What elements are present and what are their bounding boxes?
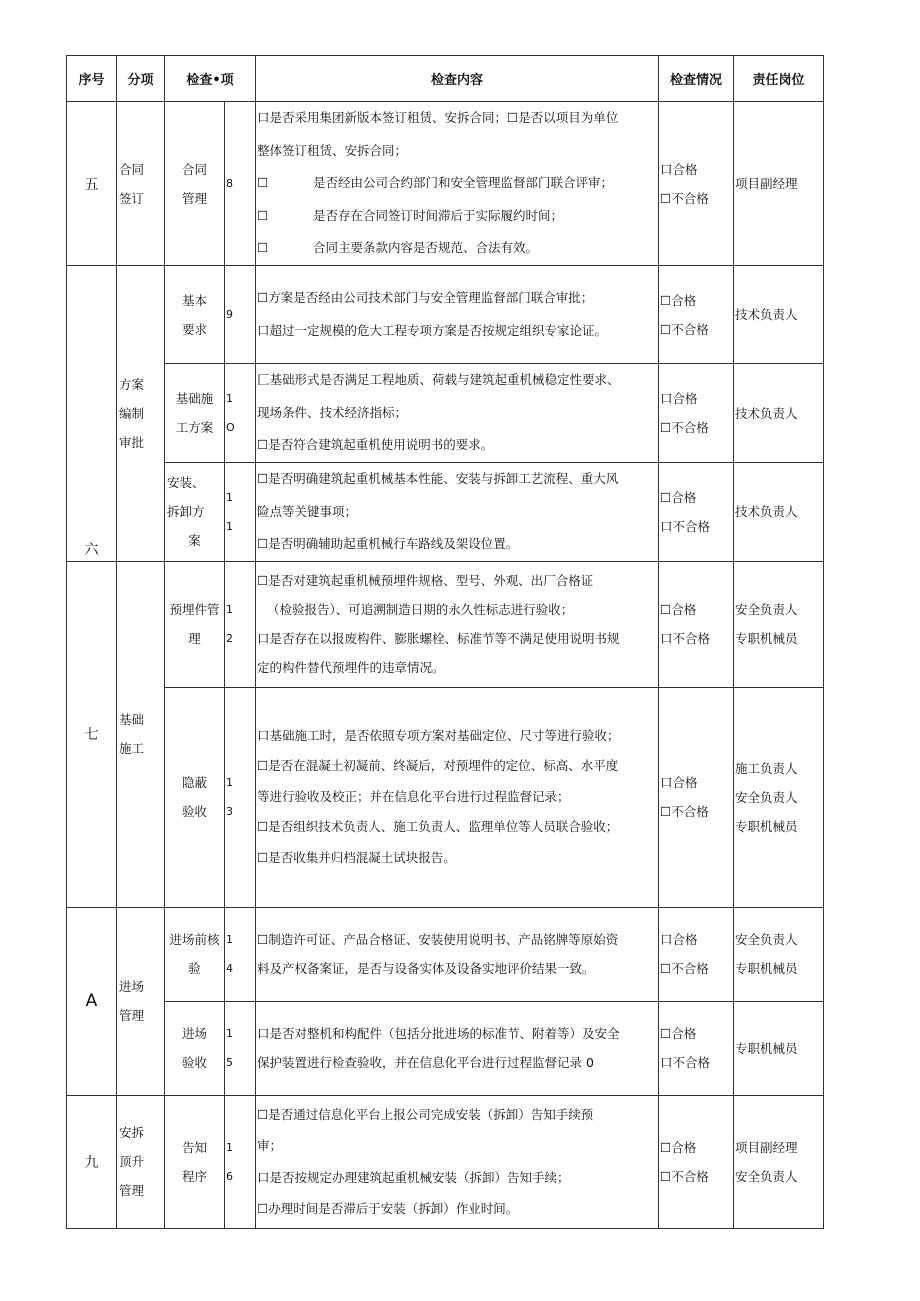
table-row — [67, 1001, 824, 1095]
row-subitem: 进场 验收 — [165, 1001, 225, 1095]
fail-checkbox: 口不合格 — [660, 631, 711, 646]
table-row — [67, 907, 824, 1001]
row-index: 九 — [67, 1095, 117, 1228]
row-subitem: 基础施 工方案 — [165, 364, 225, 463]
row-content: ☐是否对建筑起重机械预埋件规格、型号、外观、出厂合格证 （检验报告）、可追溯制造日期的永久性标志进行验收； 口是否存在以报废构件、膨胀螺栓、标准节等不满足使用说明书规 定的构件替代预埋件的违章情况。 — [256, 561, 659, 687]
row-number: 1 3 — [225, 687, 256, 907]
row-index: 七 — [67, 561, 117, 907]
row-content: ☐是否明确建筑起重机械基本性能、安装与拆卸工艺流程、重大风 险点等关键事项； ☐是否明确辅助起重机械行车路线及架设位置。 — [256, 463, 659, 562]
row-subitem: 告知 程序 — [165, 1095, 225, 1228]
row-index: 六 — [67, 266, 117, 562]
row-responsible: 技术负责人 — [734, 266, 824, 364]
row-number: 8 — [225, 102, 256, 266]
fail-checkbox: ☐不合格 — [660, 961, 709, 976]
row-subitem: 进场前核 验 — [165, 907, 225, 1001]
row-responsible: 安全负责人 专职机械员 — [734, 907, 824, 1001]
pass-checkbox: 口合格 — [660, 932, 698, 947]
row-responsible: 技术负责人 — [734, 463, 824, 562]
table-row — [67, 364, 824, 463]
header-check-item: 检查•项 — [165, 56, 256, 102]
row-status[interactable] — [659, 687, 734, 907]
row-status[interactable] — [659, 1001, 734, 1095]
pass-checkbox: ☐合格 — [660, 1139, 697, 1155]
inspection-table — [66, 55, 824, 1229]
header-content: 检查内容 — [256, 56, 659, 102]
row-status[interactable] — [659, 102, 734, 266]
row-content: 口是否对整机和构配件（包括分批进场的标准节、附着等）及安全 保护装置进行检查验收，并在信息化平台进行过程监督记录 0 — [256, 1001, 659, 1095]
row-number: 1 5 — [225, 1001, 256, 1095]
row-status[interactable] — [659, 561, 734, 687]
row-category: 合同 签订 — [117, 102, 165, 266]
row-subitem: 隐蔽 验收 — [165, 687, 225, 907]
table-header-row — [67, 56, 824, 102]
row-category: 安拆 顶升 管理 — [117, 1095, 165, 1228]
row-category: 基础 施工 — [117, 561, 165, 907]
row-status[interactable] — [659, 907, 734, 1001]
row-responsible: 施工负责人 安全负责人 专职机械员 — [734, 687, 824, 907]
checkbox-icon: ☐ — [257, 175, 269, 191]
pass-checkbox: ☐合格 — [660, 292, 697, 308]
row-content: ☐方案是否经由公司技术部门与安全管理监督部门联合审批； 口超过一定规模的危大工程专项方案是否按规定组织专家论证。 — [256, 266, 659, 364]
row-number: 1 2 — [225, 561, 256, 687]
row-category: 进场 管理 — [117, 907, 165, 1095]
row-subitem: 合同 管理 — [165, 102, 225, 266]
header-index: 序号 — [67, 56, 117, 102]
row-index: 五 — [67, 102, 117, 266]
row-subitem: 预埋件管 理 — [165, 561, 225, 687]
row-number: 1 4 — [225, 907, 256, 1001]
row-index: A — [67, 907, 117, 1095]
pass-checkbox: 口合格 — [660, 161, 698, 177]
row-responsible: 项目副经理 — [734, 102, 824, 266]
pass-checkbox: ☐合格 — [660, 1026, 697, 1041]
row-subitem: 基本 要求 — [165, 266, 225, 364]
table-row — [67, 463, 824, 562]
table-row — [67, 561, 824, 687]
row-content: ☐是否通过信息化平台上报公司完成安装（拆卸）告知手续预 审； 口是否按规定办理建筑起重机械安装（拆卸）告知手续； ☐办理时间是否滞后于安装（拆卸）作业时间。 — [256, 1095, 659, 1228]
fail-checkbox: 口不合格 — [660, 1055, 711, 1070]
row-status[interactable] — [659, 463, 734, 562]
row-status[interactable] — [659, 266, 734, 364]
fail-checkbox: 口不合格 — [660, 518, 711, 534]
row-content: 口基础施工时，是否依照专项方案对基础定位、尺寸等进行验收； ☐是否在混凝土初凝前、终凝后，对预埋件的定位、标高、水平度 等进行验收及校正；并在信息化平台进行过程监督记录； ☐是否组织技术负责人、施工负责人、监理单位等人员联合验收； ☐是否收集并归档混凝土试块报告。 — [256, 687, 659, 907]
checkbox-icon: ☐ — [257, 207, 269, 223]
pass-checkbox: ☐合格 — [660, 489, 697, 505]
fail-checkbox: ☐不合格 — [660, 190, 709, 206]
row-status[interactable] — [659, 1095, 734, 1228]
row-content: 匚基础形式是否满足工程地质、荷载与建筑起重机械稳定性要求、 现场条件、技术经济指标； ☐是否符合建筑起重机使用说明书的要求。 — [256, 364, 659, 463]
fail-checkbox: ☐不合格 — [660, 804, 709, 819]
row-responsible: 安全负责人 专职机械员 — [734, 561, 824, 687]
row-category: 方案 编制 审批 — [117, 266, 165, 562]
checkbox-icon: ☐ — [257, 240, 269, 256]
pass-checkbox: 口合格 — [660, 391, 698, 406]
pass-checkbox: 口合格 — [660, 775, 698, 790]
header-status: 检查情况 — [659, 56, 734, 102]
fail-checkbox: ☐不合格 — [660, 321, 709, 337]
row-number: 9 — [225, 266, 256, 364]
row-responsible: 专职机械员 — [734, 1001, 824, 1095]
table-row — [67, 687, 824, 907]
table-row — [67, 102, 824, 266]
row-responsible: 技术负责人 — [734, 364, 824, 463]
row-subitem: 安装、 拆卸方 案 — [165, 463, 225, 562]
fail-checkbox: ☐不合格 — [660, 1168, 709, 1184]
pass-checkbox: ☐合格 — [660, 602, 697, 617]
row-number: 1 O — [225, 364, 256, 463]
row-responsible: 项目副经理 安全负责人 — [734, 1095, 824, 1228]
row-content: 口是否采用集团新版本签订租赁、安拆合同；☐是否以项目为单位 整体签订租赁、安拆合同； ☐ 是否经由公司合约部门和安全管理监督部门联合评审； ☐ 是否存在合同签订时间滞后于实际履约时间； ☐ 合同主要条款内容是否规范、合法有效。 — [256, 102, 659, 266]
table-row — [67, 1095, 824, 1228]
row-number: 1 1 — [225, 463, 256, 562]
fail-checkbox: ☐不合格 — [660, 420, 709, 435]
header-responsible: 责任岗位 — [734, 56, 824, 102]
header-category: 分项 — [117, 56, 165, 102]
row-status[interactable] — [659, 364, 734, 463]
table-row — [67, 266, 824, 364]
row-number: 1 6 — [225, 1095, 256, 1228]
row-content: ☐制造许可证、产品合格证、安装使用说明书、产品铭牌等原始资 料及产权备案证，是否与设备实体及设备实地评价结果一致。 — [256, 907, 659, 1001]
